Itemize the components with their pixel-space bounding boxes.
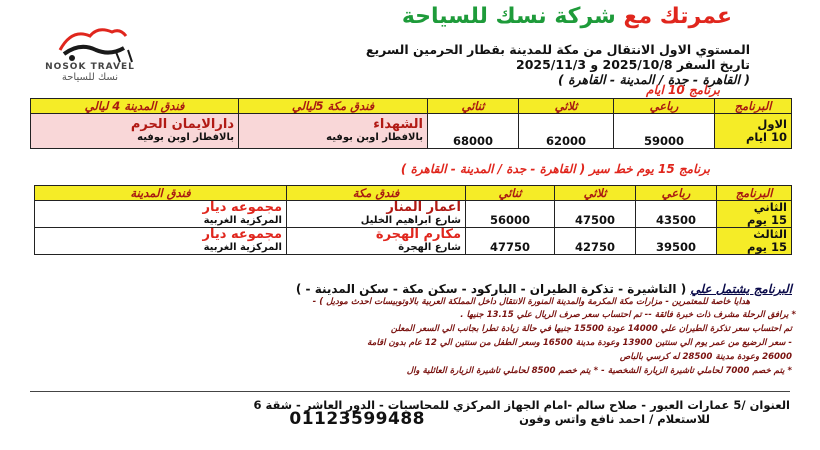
note-line: 26000 وعودة مدينة 28500 له كرسي بالباص (619, 352, 792, 362)
includes-line (296, 282, 792, 296)
table-row (31, 114, 792, 149)
includes-text: ( التاشيرة - تذكرة الطيران - الباركود - سكن مكة - سكن المدينة - ) (295, 282, 687, 296)
table-header-cell: ثلاثي (555, 186, 636, 201)
includes-label: البرنامج يشتمل علي (690, 282, 792, 296)
table-header-cell: ثنائي (428, 99, 519, 114)
program-name: الثالث (753, 227, 787, 241)
price-quad: 39500 (636, 228, 717, 255)
table-header-cell: فندق المدينة (35, 186, 287, 201)
program-name: الثاني (753, 200, 787, 214)
price-triple: 42750 (555, 228, 636, 255)
inquiry-line: للاستعلام / احمد نافع واتس وفون (519, 412, 710, 426)
table-row (35, 228, 792, 255)
table-header-cell: البرنامج (717, 186, 792, 201)
makkah-hotel-name: الشهداء (373, 117, 423, 132)
price-quad: 43500 (636, 201, 717, 228)
makkah-hotel-name: اعمار المنار (386, 200, 461, 215)
note-line: * يتم خصم 7000 لحاملي تاشيرة الزيارة الشخصية - * يتم خصم 8500 لحاملي تاشيرة الزيارة العائلية وال (406, 366, 792, 376)
table-header-cell: ثنائي (466, 186, 555, 201)
header-line-3: ( القاهرة - جدة / المدينة - القاهرة ) (558, 72, 750, 87)
title-red-part: عمرتك مع (623, 4, 732, 29)
program-2-table (34, 185, 792, 255)
program-cell (715, 114, 792, 149)
price-triple: 47500 (555, 201, 636, 228)
company-logo (20, 22, 160, 82)
program-1-title: برنامج 10 ايام (646, 83, 720, 97)
note-line: هدايا خاصة للمعتمرين - مزارات مكة المكرمة والمدينة المنورة الانتقال داخل المملكة العربية بالاوتوبيسات احدث موديل ) - (312, 297, 750, 307)
makkah-hotel-cell (239, 114, 428, 149)
madinah-hotel-note: بالافطار اوبن بوفيه (137, 132, 234, 143)
address-line: العنوان /5 عمارات العبور - صلاح سالم -امام الجهاز المركزي للمحاسبات - الدور العاشر - شقة 6 (253, 398, 790, 412)
madinah-hotel-cell (35, 201, 287, 228)
header-line-1: المستوي الاول الانتقال من مكة للمدينة بقطار الحرمين السريع (365, 42, 750, 57)
program-cell (717, 201, 792, 228)
price-double: 56000 (466, 201, 555, 228)
madinah-hotel-name: دارالايمان الحرم (130, 117, 234, 132)
header-line-2: تاريخ السفر 2025/10/8 و 2025/11/3 (516, 57, 750, 72)
program-2-title: برنامج 15 يوم خط سير ( القاهرة - جدة / المدينة - القاهرة ) (400, 162, 710, 176)
table-header-row (35, 186, 792, 201)
logo-brand-arabic: نسك للسياحة (61, 72, 119, 83)
phone-number: 01123599488 (289, 409, 425, 429)
note-line: * يرافق الرحلة مشرف ذات خبرة فائقة -- تم احتساب سعر صرف الريال علي 13.15 جنيها . (460, 310, 796, 320)
table-header-row (31, 99, 792, 114)
program-days: 15 يوم (747, 240, 787, 254)
table-header-cell: رباعي (636, 186, 717, 201)
table-header-cell: فندق مكة (287, 186, 466, 201)
table-header-cell: البرنامج (715, 99, 792, 114)
makkah-hotel-name: مكارم الهجرة (375, 227, 461, 242)
madinah-hotel-name: مجموعه ديار (202, 227, 282, 242)
table-header-cell: فندق المدينة 4 ليالي (31, 99, 239, 114)
program-name: الاول (757, 117, 787, 131)
makkah-hotel-cell (287, 228, 466, 255)
table-header-cell: فندق مكة 5ليالي (239, 99, 428, 114)
program-days: 10 ايام (745, 130, 787, 144)
madinah-hotel-cell (31, 114, 239, 149)
madinah-hotel-note: المركزية الغربية (203, 242, 282, 253)
logo-brand-text: NOSOK TRAVEL (45, 62, 135, 72)
program-days: 15 يوم (747, 213, 787, 227)
table-header-cell: ثلاثي (519, 99, 614, 114)
price-quad: 59000 (614, 114, 715, 149)
program-cell (717, 228, 792, 255)
camel-icon (20, 22, 160, 66)
makkah-hotel-cell (287, 201, 466, 228)
page-title (402, 4, 732, 29)
price-triple: 62000 (519, 114, 614, 149)
madinah-hotel-cell (35, 228, 287, 255)
table-header-cell: رباعي (614, 99, 715, 114)
divider (30, 391, 790, 392)
makkah-hotel-note: شارع ابراهيم الخليل (360, 215, 461, 226)
makkah-hotel-note: شارع الهجرة (398, 242, 461, 253)
madinah-hotel-note: المركزية الغربية (203, 215, 282, 226)
makkah-hotel-note: بالافطار اوبن بوفيه (326, 132, 423, 143)
note-line: - سعر الرضيع من عمر يوم الي سنتين 13900 وعودة مدينة 16500 وسعر الطفل من سنتين الي 12 عام بدون اقامة (367, 338, 792, 348)
note-line: تم احتساب سعر تذكرة الطيران علي 14000 عودة 15500 جنيها في حالة زيادة تطرا بجانب الي السعر المعلن (390, 324, 792, 334)
table-row (35, 201, 792, 228)
madinah-hotel-name: مجموعه ديار (202, 200, 282, 215)
title-green-part: شركة نسك للسياحة (401, 4, 616, 29)
program-1-table (30, 98, 792, 149)
price-double: 68000 (428, 114, 519, 149)
price-double: 47750 (466, 228, 555, 255)
